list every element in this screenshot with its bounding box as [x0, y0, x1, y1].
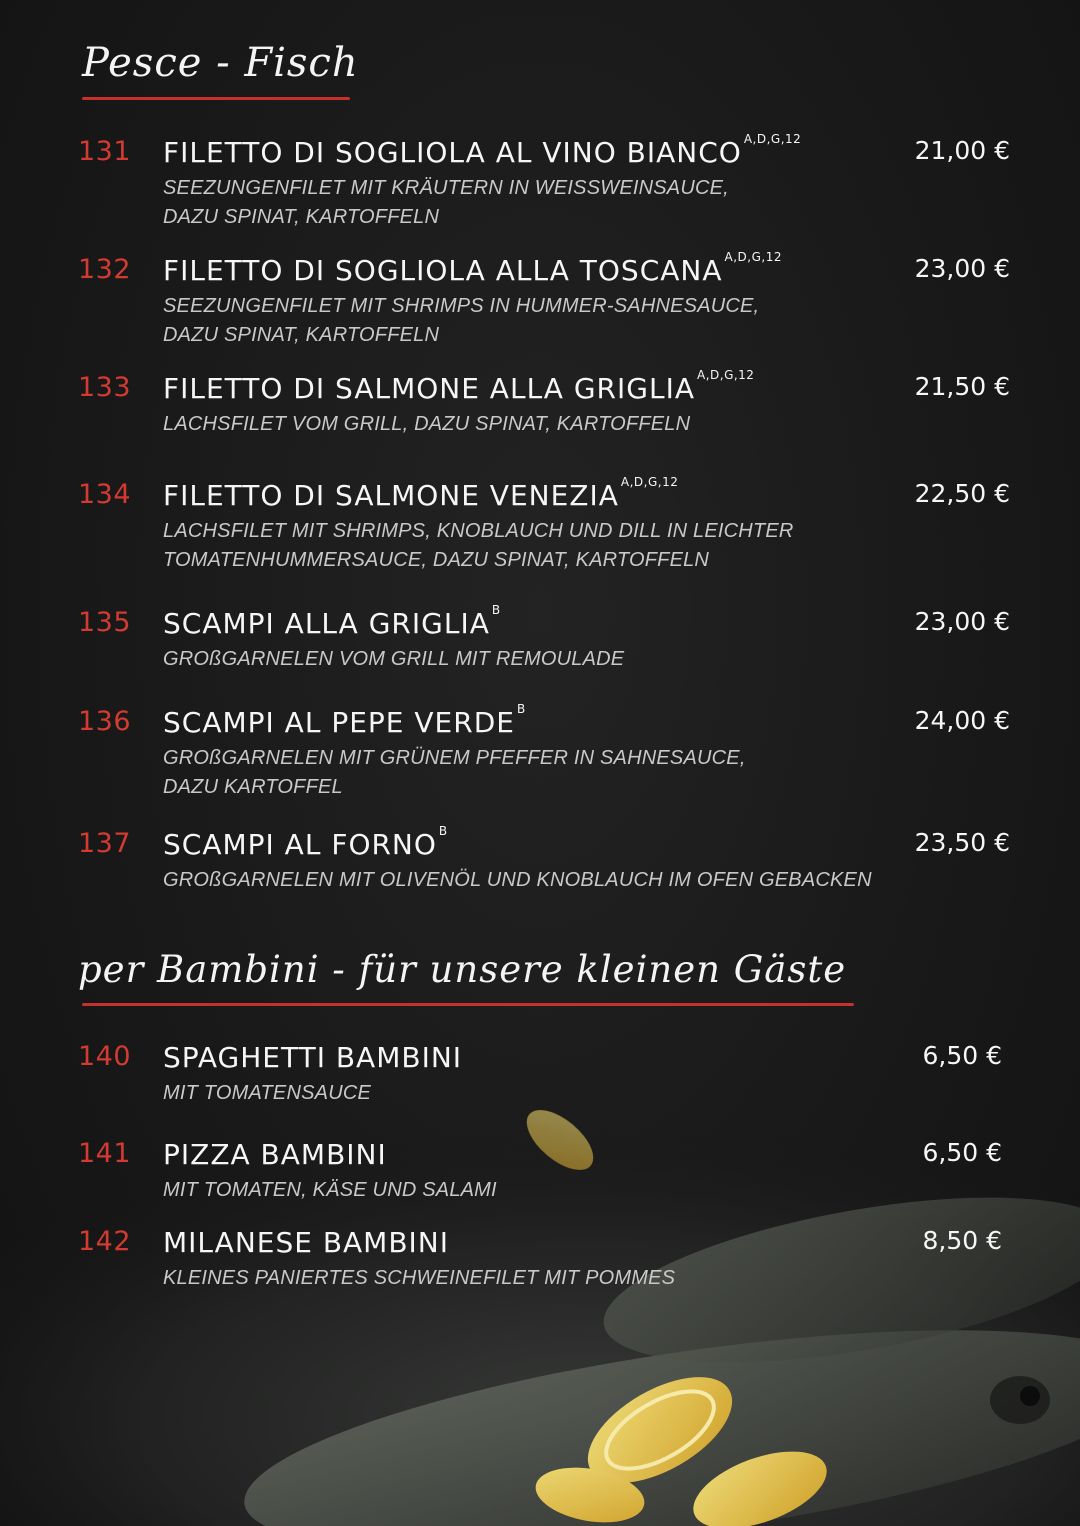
section-underline [82, 97, 350, 100]
allergen-codes: A,D,G,12 [724, 250, 782, 264]
allergen-codes: A,D,G,12 [620, 475, 679, 489]
item-description: MIT TOMATENSAUCE [163, 1082, 372, 1104]
item-price: 21,00 € [914, 136, 1010, 165]
item-description: LACHSFILET VOM GRILL, DAZU SPINAT, KARTOFFELN [163, 413, 691, 435]
item-description: SEEZUNGENFILET MIT SHRIMPS IN HUMMER-SAHNESAUCE, DAZU SPINAT, KARTOFFELN [163, 295, 760, 346]
allergen-codes: B [516, 702, 526, 716]
item-name: SCAMPI AL FORNO $^B$ [163, 824, 448, 861]
item-name: FILETTO DI SALMONE VENEZIA $^{A,D,G,12}$ [163, 475, 679, 512]
item-price: 6,50 € [922, 1138, 1002, 1167]
item-description: GROßGARNELEN MIT OLIVENÖL UND KNOBLAUCH IM OFEN GEBACKEN [163, 869, 872, 891]
item-number: 140 [78, 1041, 132, 1072]
item-price: 23,00 € [914, 254, 1010, 283]
item-description: GROßGARNELEN MIT GRÜNEM PFEFFER IN SAHNESAUCE, DAZU KARTOFFEL [163, 747, 746, 798]
section-title-pesce: Pesce - Fisch [82, 40, 359, 86]
item-price: 23,00 € [914, 607, 1010, 636]
item-description: LACHSFILET MIT SHRIMPS, KNOBLAUCH UND DILL IN LEICHTER TOMATENHUMMERSAUCE, DAZU SPINAT, KARTOFFELN [163, 520, 794, 571]
item-description: SEEZUNGENFILET MIT KRÄUTERN IN WEISSWEINSAUCE, DAZU SPINAT, KARTOFFELN [163, 177, 729, 228]
item-number: 141 [78, 1138, 132, 1169]
section-underline [82, 1003, 854, 1006]
item-name: SPAGHETTI BAMBINI [163, 1041, 463, 1074]
item-number: 142 [78, 1226, 132, 1257]
fish-photo-image [0, 1100, 1080, 1526]
item-number: 135 [78, 607, 132, 638]
item-number: 134 [78, 479, 132, 510]
item-price: 21,50 € [914, 372, 1010, 401]
item-description: MIT TOMATEN, KÄSE UND SALAMI [163, 1179, 497, 1201]
item-price: 22,50 € [914, 479, 1010, 508]
item-name: PIZZA BAMBINI [163, 1138, 387, 1171]
item-price: 23,50 € [914, 828, 1010, 857]
allergen-codes: A,D,G,12 [743, 132, 802, 146]
item-name: FILETTO DI SALMONE ALLA GRIGLIA $^{A,D,G,12}$ [163, 368, 755, 405]
item-number: 131 [78, 136, 132, 167]
item-name: FILETTO DI SOGLIOLA AL VINO BIANCO $^{A,D,G,12}$ [163, 132, 802, 169]
item-name: FILETTO DI SOGLIOLA ALLA TOSCANA $^{A,D,G,12}$ [163, 250, 782, 287]
item-number: 137 [78, 828, 132, 859]
item-number: 132 [78, 254, 132, 285]
item-name: MILANESE BAMBINI [163, 1226, 450, 1259]
item-name: SCAMPI AL PEPE VERDE $^B$ [163, 702, 526, 739]
allergen-codes: B [491, 603, 501, 617]
item-price: 6,50 € [922, 1041, 1002, 1070]
item-number: 133 [78, 372, 132, 403]
allergen-codes: B [438, 824, 448, 838]
item-description: GROßGARNELEN VOM GRILL MIT REMOULADE [163, 648, 625, 670]
item-price: 8,50 € [922, 1226, 1002, 1255]
item-number: 136 [78, 706, 132, 737]
allergen-codes: A,D,G,12 [696, 368, 755, 382]
section-title-bambini: per Bambini - für unsere kleinen Gäste [78, 948, 847, 991]
item-description: KLEINES PANIERTES SCHWEINEFILET MIT POMMES [163, 1267, 676, 1289]
item-price: 24,00 € [914, 706, 1010, 735]
item-name: SCAMPI ALLA GRIGLIA $^B$ [163, 603, 501, 640]
